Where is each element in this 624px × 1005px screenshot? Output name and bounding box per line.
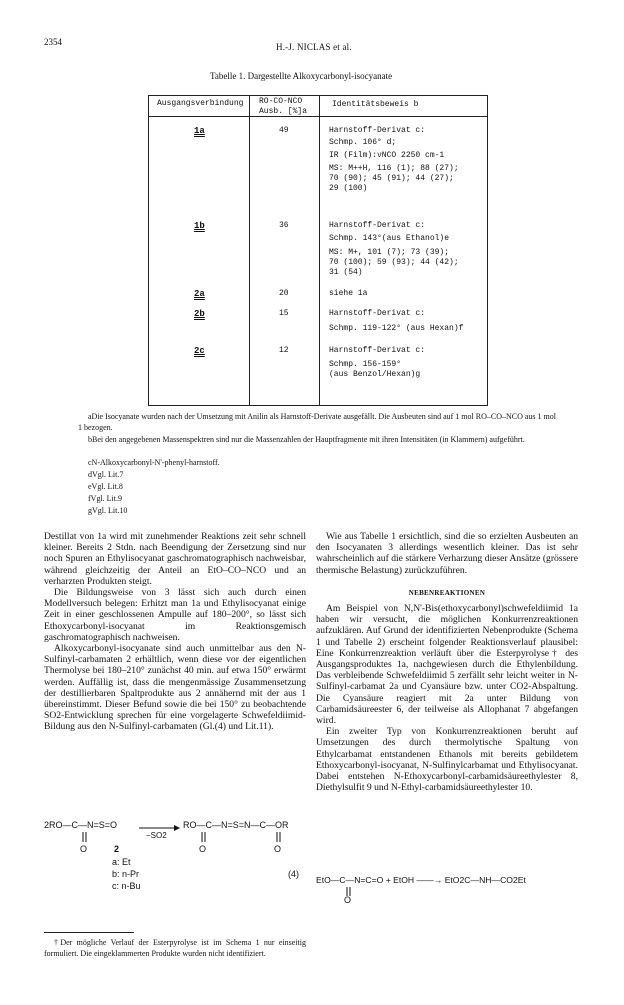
paragraph: Am Beispiel von N,N'-Bis(ethoxycarbonyl)schwefeldiimid 1a haben wir versucht, die möglichen Konkurrenzreaktionen aufzuklären. Auf Grund der identifizierten Nebenprodukte (Schema 1 und Tabelle 2) erscheint folgender Reaktionsverlauf plausibel: Eine Konkurrenzreaktion verläuft über die Esterpyrolyse† des Ausgangsproduktes 1a, nachgewiesen durch die Ethylenbildung. Das verbleibende Schwefeldiimid 5 zerfällt sehr leicht weiter in N-Sulfinyl-carbamat 2a und Cyansäure bzw. unter CO2-Abspaltung. Die Cyansäure reagiert mit 2a unter Bildung von Carbamidsäureester 6, der teilweise als Allophanat 7 abgefangen wird. — [316, 603, 578, 727]
oxygen-label: O — [344, 895, 352, 905]
table-row-identity-line: siehe 1a — [329, 289, 368, 298]
variant-label: a: Et — [112, 857, 131, 867]
table-row-compound: 2c — [194, 346, 205, 356]
table-row-identity-line: Schmp. 143°(aus Ethanol)e — [329, 234, 450, 243]
table-row-yield: 36 — [279, 221, 289, 230]
table-row-identity-line: Harnstoff-Derivat c: — [329, 126, 426, 135]
table-row-compound: 1a — [194, 126, 205, 136]
table-row-compound: 2b — [194, 309, 205, 319]
table-footnote: aDie Isocyanate wurden nach der Umsetzung mit Anilin als Harnstoff-Derivate ausgefällt. Die Ausbeuten sind auf 1 mol RO–CO–NCO aus 1 mol 1 bezogen. — [78, 412, 556, 432]
equation-4-arrow-label: −SO2 — [146, 831, 167, 840]
table-row-identity-line: Harnstoff-Derivat c: — [329, 221, 426, 230]
table-row-identity-line: Schmp. 119-122° (aus Hexan)f — [329, 324, 464, 333]
equation-ethanol-text: EtO—C—N=C=O + EtOH ——→ EtO2C—NH—CO2Et — [316, 875, 526, 885]
oxygen-label: O — [80, 844, 88, 854]
table-row-compound: 1b — [194, 221, 205, 231]
table-footnote: eVgl. Lit.8 — [88, 482, 123, 491]
table-row-identity-line: 70 (90); 45 (91); 44 (27); — [329, 174, 454, 183]
table-row-identity-line: Harnstoff-Derivat c: — [329, 346, 426, 355]
variant-label: c: n-Bu — [112, 881, 141, 891]
compound-label: 2 — [114, 844, 120, 854]
table-footnote: bBei den angegebenen Massenspektren sind nur die Massenzahlen der Hauptfragmente mit ihren Intensitäten (in Klammern) aufgeführt. — [88, 435, 525, 444]
table-header-compound: Ausgangsverbindung — [157, 99, 244, 108]
table-header-yield-unit: Ausb. [%]a — [259, 107, 308, 116]
footnote: †Der mögliche Verlauf der Esterpyrolyse ist im Schema 1 nur einseitig formuliert. Die eingeklammerten Produkte wurden nicht identifiziert. — [44, 938, 306, 958]
oxygen-label: O — [199, 844, 207, 854]
table-row-identity-line: IR (Film):νNCO 2250 cm-1 — [329, 151, 445, 160]
table-footnote: dVgl. Lit.7 — [88, 470, 124, 479]
data-table — [148, 95, 488, 406]
table-row-identity-line: Harnstoff-Derivat c: — [329, 309, 426, 318]
table-row-yield: 20 — [279, 289, 289, 298]
running-title: H.-J. NICLAS et al. — [276, 42, 352, 52]
table-row-yield: 15 — [279, 309, 289, 318]
paragraph: Ein zweiter Typ von Konkurrenzreaktionen beruht auf Umsetzungen des durch thermolytische Spaltung von Ethylcarbamat entstandenen Ethanols mit bereits gebildetem Ethoxycarbonyl-isocyanat, N-Sulfinylcarbamat und Ethylisocyanat. Dabei entstehen N-Ethoxycarbonyl-carbamidsäureethylester 8, Diethylsulfit 9 und N-Ethyl-carbamidsäureethylester 10. — [316, 726, 578, 794]
table-row-identity-line: 31 (54) — [329, 268, 363, 277]
table-caption: Tabelle 1. Dargestellte Alkoxycarbonyl-isocyanate — [210, 71, 393, 81]
equation-4 — [44, 817, 308, 925]
variant-label: b: n-Pr — [112, 869, 140, 879]
left-column — [44, 531, 306, 733]
table-row-compound: 2a — [194, 289, 205, 299]
table-row-identity-line: 29 (100) — [329, 184, 368, 193]
table-footnote: cN-Alkoxycarbonyl-N'-phenyl-harnstoff. — [88, 458, 220, 467]
table-footnote: gVgl. Lit.10 — [88, 506, 128, 515]
paragraph: Wie aus Tabelle 1 ersichtlich, sind die so erzielten Ausbeuten an den Isocyanaten 3 allerdings wesentlich kleiner. Das ist sehr wahrscheinlich auf die stärkere Verharzung dieser Ansätze (grössere thermische Belastung) zurückzuführen. — [316, 531, 578, 576]
table-row-identity-line: MS: M++H, 116 (1); 88 (27); — [329, 164, 459, 173]
table-row-identity-line: MS: M+, 101 (7); 73 (39); — [329, 248, 450, 257]
table-header-identity: Identitätsbeweis b — [332, 100, 419, 109]
oxygen-label: O — [274, 844, 282, 854]
table-row-identity-line: Schmp. 106° d; — [329, 138, 397, 147]
equation-4-right: RO—C—N=S=N—C—OR — [183, 820, 289, 830]
right-column — [316, 531, 578, 793]
page-number: 2354 — [44, 37, 62, 47]
equation-4-left: 2RO—C—N=S=O — [44, 820, 118, 830]
table-header-yield: RO-CO-NCO — [259, 97, 303, 106]
equation-number: (4) — [288, 869, 299, 879]
table-row-identity-line: (aus Benzol/Hexan)g — [329, 370, 421, 379]
paragraph: Die Bildungsweise von 3 lässt sich auch durch einen Modellversuch belegen: Erhitzt man 1a und Ethylisocyanat einige Zeit in einer geschlossenen Ampulle auf 180–200°, so lässt sich Ethoxycarbonyl-isocyanat im Reaktionsgemisch gaschromatographisch nachweisen. — [44, 587, 306, 643]
table-row-identity-line: 70 (100); 59 (93); 44 (42); — [329, 258, 459, 267]
equation-ethanol — [316, 875, 578, 905]
footnote-rule — [44, 932, 134, 933]
table-row-yield: 12 — [279, 346, 289, 355]
section-heading: NEBENREAKTIONEN — [408, 588, 486, 597]
paragraph: Destillat von 1a wird mit zunehmender Reaktions zeit sehr schnell kleiner. Bereits 2 Stdn. nach Beendigung der Zersetzung sind nur noch Spuren an Ethylisocyanat gaschromatographisch nachweisbar, während gleichzeitig der Anteil an EtO–CO–NCO und an verharzten Produkten steigt. — [44, 531, 306, 587]
table-footnote: fVgl. Lit.9 — [88, 494, 122, 503]
table-row-identity-line: Schmp. 156-159° — [329, 360, 402, 369]
table-row-yield: 49 — [279, 126, 289, 135]
paragraph: Alkoxycarbonyl-isocyanate sind auch unmittelbar aus den N-Sulfinyl-carbamaten 2 erhältlich, wenn diese vor der eigentlichen Thermolyse bei 180–210° zunächst 40 min. auf etwa 150° erwärmt werden. Auffällig ist, dass die mengenmässige Zusammensetzung der destillierbaren Spaltprodukte aus 2 annähernd mit der aus 1 übereinstimmt. Dieser Befund sowie die bei 150° zu beobachtende SO2-Entwicklung sprechen für eine vorgelagerte Schwefeldiimid-Bildung aus den N-Sulfinyl-carbamaten (Gl.(4) und Lit.11). — [44, 643, 306, 733]
